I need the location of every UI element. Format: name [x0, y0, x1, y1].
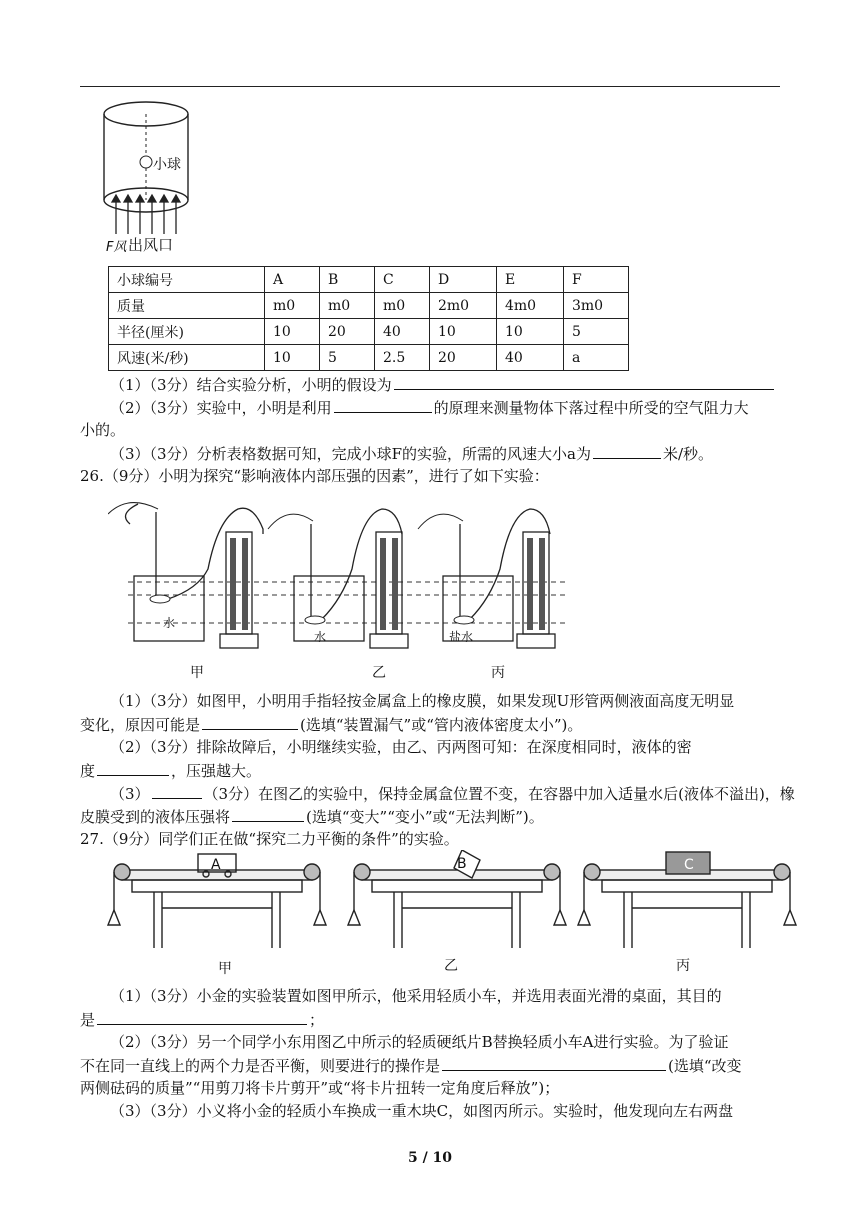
q26-part3	[80, 782, 810, 805]
q27-part2-cont	[80, 1054, 780, 1077]
q26-part1: （1）（3分）如图甲，小明用手指轻按金属盒上的橡皮膜，如果发现U形管两侧液面高度无明显	[110, 692, 735, 710]
table-cell: 20	[430, 345, 497, 371]
q25-p2-text: （2）（3分）实验中，小明是利用	[110, 399, 332, 417]
q26-part3-cont	[80, 805, 780, 828]
block-label: B	[457, 856, 467, 872]
figure-label: 丙	[491, 665, 505, 681]
answer-blank[interactable]	[593, 442, 661, 459]
figure-label: 乙	[372, 665, 386, 681]
table-cell: 20	[320, 319, 375, 345]
table-row	[109, 267, 629, 293]
table-cell: 风速(米/秒)	[109, 345, 265, 371]
liquid-label: 水	[163, 616, 176, 630]
q26-part1-cont	[80, 713, 780, 736]
q27-p1-text: 是	[80, 1011, 96, 1029]
pressure-experiment-figure	[108, 494, 578, 664]
q25-part2-cont: 小的。	[80, 421, 126, 439]
q27-p1-end: ；	[309, 1011, 325, 1029]
table-cell: 4m0	[497, 293, 564, 319]
answer-blank[interactable]	[334, 396, 432, 413]
table-cell: B	[320, 267, 375, 293]
q25-p2-text-b: 的原理来测量物体下落过程中所受的空气阻力大	[433, 399, 749, 417]
table-cell: a	[564, 345, 629, 371]
table-cell: 3m0	[564, 293, 629, 319]
table-cell: D	[430, 267, 497, 293]
q25-part3	[80, 442, 810, 465]
q27-p2-options: (选填“改变	[668, 1057, 742, 1075]
liquid-label: 水	[314, 630, 327, 644]
q26-part2: （2）（3分）排除故障后，小明继续实验，由乙、丙两图可知：在深度相同时，液体的密	[110, 738, 692, 756]
q25-p1-text: （1）（3分）结合实验分析，小明的假设为	[110, 376, 392, 394]
page-number: 5 / 10	[407, 1150, 453, 1166]
table-cell: 2m0	[430, 293, 497, 319]
figure-label: 乙	[444, 958, 458, 974]
table-cell: 40	[375, 319, 430, 345]
table-cell: 质量	[109, 293, 265, 319]
answer-blank[interactable]	[202, 713, 298, 730]
q25-p3-text: （3）（3分）分析表格数据可知，完成小球F的实验，所需的风速大小a为	[110, 445, 591, 463]
table-cell: m0	[375, 293, 430, 319]
table-cell: 半径(厘米)	[109, 319, 265, 345]
header-rule	[80, 86, 780, 87]
table-cell: 10	[265, 345, 320, 371]
q27-part2: （2）（3分）另一个同学小东用图乙中所示的轻质硬纸片B替换轻质小车A进行实验。为了验证	[110, 1033, 729, 1051]
table-cell: 5	[564, 319, 629, 345]
ball-data-table	[108, 266, 629, 371]
q25-p3-unit: 米/秒。	[662, 445, 714, 463]
ball-label: 小球	[153, 157, 181, 173]
table-cell: 40	[497, 345, 564, 371]
table-cell: 小球编号	[109, 267, 265, 293]
q26-p2-text-b: ，压强越大。	[171, 762, 262, 780]
q25-part2	[80, 396, 810, 419]
table-cell: A	[265, 267, 320, 293]
q27-part2-cont2: 两侧砝码的质量”“用剪刀将卡片剪开”或“将卡片扭转一定角度后释放”)；	[80, 1079, 560, 1097]
table-row	[109, 345, 629, 371]
table-cell: 10	[265, 319, 320, 345]
q26-p1-options: (选填“装置漏气”或“管内液体密度太小”)。	[300, 716, 583, 734]
table-row	[109, 293, 629, 319]
q26-stem: 26.（9分）小明为探究“影响液体内部压强的因素”，进行了如下实验：	[80, 467, 549, 485]
figure-label: 甲	[190, 665, 204, 681]
answer-blank[interactable]	[232, 805, 304, 822]
answer-blank[interactable]	[442, 1054, 666, 1071]
q26-p2-text: 度	[80, 762, 96, 780]
answer-blank[interactable]	[394, 373, 774, 390]
table-cell: F	[564, 267, 629, 293]
liquid-label: 盐水	[449, 630, 474, 644]
figure-label: 甲	[218, 961, 232, 977]
wind-tunnel-figure	[100, 96, 210, 256]
table-cell: C	[375, 267, 430, 293]
block-label: C	[684, 857, 694, 873]
q25-part1	[80, 373, 810, 396]
q26-p3-num: （3）	[110, 785, 150, 803]
q26-p1-text: 变化，原因可能是	[80, 716, 201, 734]
answer-blank[interactable]	[97, 759, 169, 776]
q27-part1-cont	[80, 1008, 780, 1031]
q27-part3: （3）（3分）小义将小金的轻质小车换成一重木块C，如图丙所示。实验时，他发现向左右两盘	[110, 1102, 734, 1120]
answer-blank[interactable]	[97, 1008, 307, 1025]
table-row	[109, 319, 629, 345]
outlet-label: 出风口	[128, 236, 174, 254]
table-cell: E	[497, 267, 564, 293]
block-label: A	[211, 857, 221, 873]
table-cell: m0	[265, 293, 320, 319]
q27-part1: （1）（3分）小金的实验装置如图甲所示，他采用轻质小车，并选用表面光滑的桌面，其目的	[110, 987, 722, 1005]
q27-p2-text: 不在同一直线上的两个力是否平衡，则要进行的操作是	[80, 1057, 441, 1075]
q26-part2-cont	[80, 759, 780, 782]
answer-blank[interactable]	[152, 782, 202, 799]
table-cell: 10	[430, 319, 497, 345]
q26-p3-text-b: 皮膜受到的液体压强将	[80, 808, 231, 826]
figure-label: 丙	[676, 958, 690, 974]
table-cell: 2.5	[375, 345, 430, 371]
q27-stem: 27.（9分）同学们正在做“探究二力平衡的条件”的实验。	[80, 830, 459, 848]
wind-force-label: F风	[106, 240, 127, 255]
q26-p3-text: （3分）在图乙的实验中，保持金属盒位置不变，在容器中加入适量水后(液体不溢出)，橡	[203, 785, 795, 803]
q26-p3-options: (选填“变大”“变小”或“无法判断”)。	[306, 808, 544, 826]
table-cell: m0	[320, 293, 375, 319]
table-cell: 10	[497, 319, 564, 345]
balance-experiment-figure	[100, 850, 800, 960]
table-cell: 5	[320, 345, 375, 371]
